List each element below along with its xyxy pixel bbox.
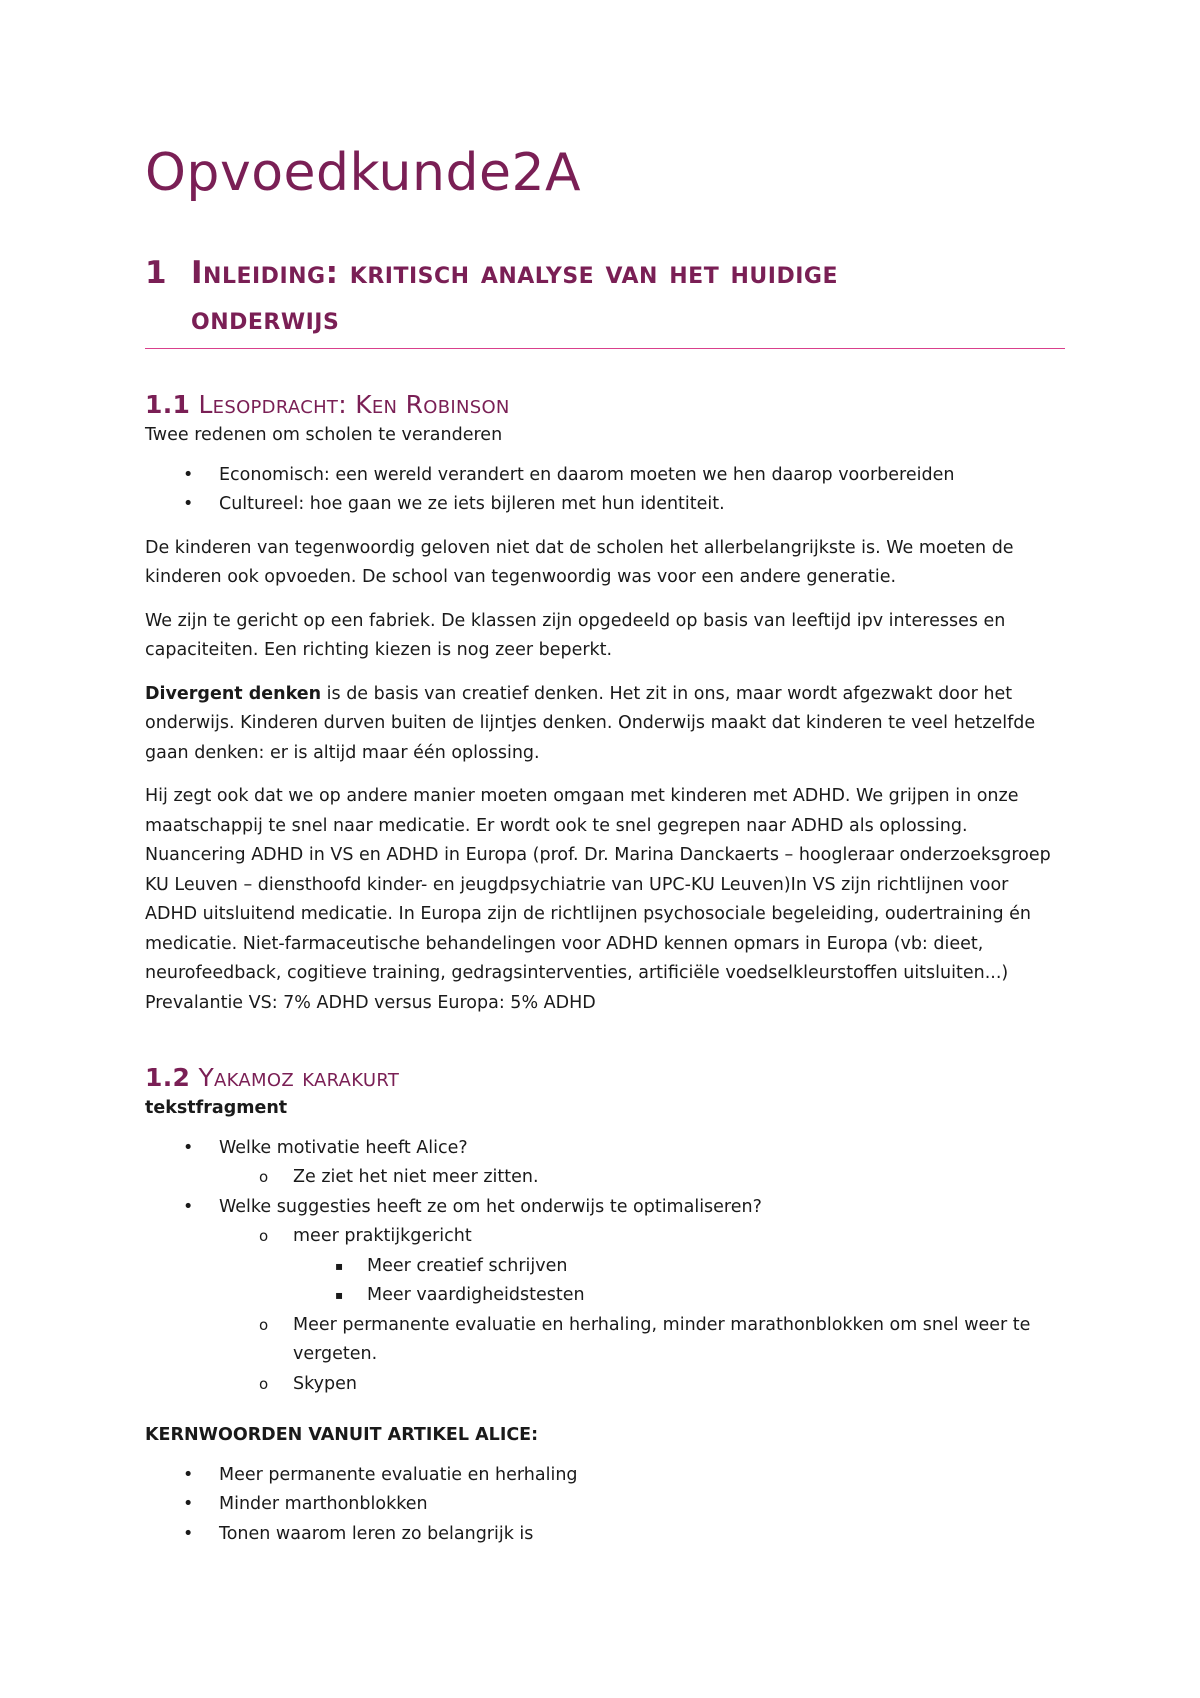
section-1-title-line2: onderwijs xyxy=(191,301,340,337)
section-1-1-title: Lesopdracht: Ken Robinson xyxy=(198,390,510,419)
list-item: • Economisch: een wereld verandert en daarom moeten we hen daarop voorbereiden xyxy=(145,461,1065,491)
list-item: • Minder marthonblokken xyxy=(145,1490,1065,1520)
section-1-number: 1 xyxy=(145,255,168,291)
section-1-1-heading xyxy=(145,389,1065,421)
paragraph-text: is de basis van creatief denken. Het zit in ons, maar wordt afgezwakt door het onderwijs. Kinderen durven buiten de lijntjes denken. Onderwijs maakt dat kinderen te veel hetzelfde gaan denken: er is altijd maar één oplossing. xyxy=(145,683,1036,763)
list-item: ▪ Meer vaardigheidstesten xyxy=(293,1281,1065,1311)
section-1-heading xyxy=(145,250,1065,342)
list-item xyxy=(219,1222,1065,1311)
paragraph: De kinderen van tegenwoordig geloven niet dat de scholen het allerbelangrijkste is. We moeten de kinderen ook opvoeden. De school van tegenwoordig was voor een andere generatie. xyxy=(145,537,1014,587)
section-1-title xyxy=(191,250,838,342)
section-1-2-title: Yakamoz karakurt xyxy=(198,1063,400,1092)
list-item: o Skypen xyxy=(219,1370,1065,1400)
kernwoorden-heading: KERNWOORDEN VANUIT ARTIKEL ALICE: xyxy=(145,1425,539,1445)
list-item: • Cultureel: hoe gaan we ze iets bijleren met hun identiteit. xyxy=(145,490,1065,520)
question-text: Welke suggesties heeft ze om het onderwijs te optimaliseren? xyxy=(219,1196,762,1217)
answer-text: meer praktijkgericht xyxy=(293,1226,472,1246)
list-item xyxy=(145,1193,1065,1400)
section-1-2-number: 1.2 xyxy=(145,1063,191,1092)
paragraph: We zijn te gericht op een fabriek. De klassen zijn opgedeeld op basis van leeftijd ipv interesses en capaciteiten. Een richting kiezen is nog zeer beperkt. xyxy=(145,610,1006,660)
subtitle xyxy=(145,1094,1065,1124)
answers-list xyxy=(219,1163,1065,1193)
reasons-list xyxy=(145,461,1065,520)
sub-answers-list xyxy=(293,1252,1065,1311)
list-item: • Tonen waarom leren zo belangrijk is xyxy=(145,1520,1065,1550)
section-1-title-line1: Inleiding: kritisch analyse van het huidige xyxy=(191,255,838,291)
bold-term: Divergent denken xyxy=(145,683,322,704)
answers-list xyxy=(219,1222,1065,1399)
section-1-1-number: 1.1 xyxy=(145,390,191,419)
question-text: Welke motivatie heeft Alice? xyxy=(219,1137,468,1158)
document-content xyxy=(145,140,1065,1551)
questions-list xyxy=(145,1134,1065,1400)
list-item: o Meer permanente evaluatie en herhaling, minder marathonblokken om snel weer te vergeten. xyxy=(219,1311,1065,1370)
paragraph xyxy=(145,680,1065,769)
list-item: ▪ Meer creatief schrijven xyxy=(293,1252,1065,1282)
subtitle-text: tekstfragment xyxy=(145,1098,288,1118)
paragraph: Hij zegt ook dat we op andere manier moeten omgaan met kinderen met ADHD. We grijpen in onze maatschappij te snel naar medicatie. Er wordt ook te snel gegrepen naar ADHD als oplossing. Nuancering ADHD in VS en ADHD in Europa (prof. Dr. Marina Danckaerts – hoogleraar onderzoeksgroep KU Leuven – diensthoofd kinder- en jeugdpsychiatrie van UPC-KU Leuven)In VS zijn richtlijnen voor ADHD uitsluitend medicatie. In Europa zijn de richtlijnen psychosociale begeleiding, oudertraining én medicatie. Niet-farmaceutische behandelingen voor ADHD kennen opmars in Europa (vb: dieet, neurofeedback, cogitieve training, gedragsinterventies, artificiële voedselkleurstoffen uitsluiten...) Prevalantie VS: 7% ADHD versus Europa: 5% ADHD xyxy=(145,786,1051,1013)
section-1-2-heading xyxy=(145,1062,1065,1094)
section-1-rule xyxy=(145,348,1065,349)
kernwoorden-list xyxy=(145,1461,1065,1550)
list-item xyxy=(145,1134,1065,1193)
intro-text: Twee redenen om scholen te veranderen xyxy=(145,425,503,445)
document-title: Opvoedkunde2A xyxy=(145,143,582,203)
list-item: o Ze ziet het niet meer zitten. xyxy=(219,1163,1065,1193)
list-item: • Meer permanente evaluatie en herhaling xyxy=(145,1461,1065,1491)
